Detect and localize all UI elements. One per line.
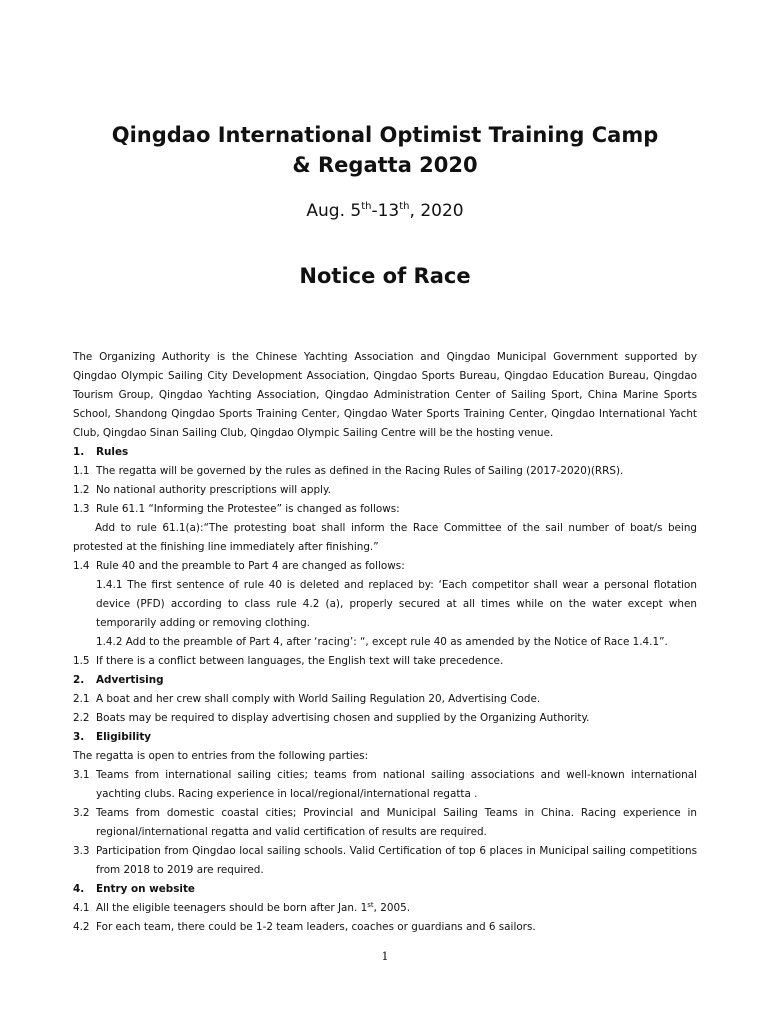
dates-end-suffix: th [399, 201, 410, 212]
clause-2-2 [73, 709, 697, 728]
section-1-heading [73, 443, 697, 462]
section-title: Rules [96, 446, 129, 458]
ordinal-suffix: st [367, 901, 374, 909]
clause-text: Boats may be required to display advertising chosen and supplied by the Organizing Authority. [96, 712, 590, 724]
clause-text: Rule 61.1 “Informing the Protestee” is changed as follows: [96, 503, 400, 515]
clause-text: For each team, there could be 1-2 team leaders, coaches or guardians and 6 sailors. [96, 921, 536, 933]
clause-text: The regatta will be governed by the rules as defined in the Racing Rules of Sailing (2017-2020)(RRS). [96, 465, 624, 477]
clause-1-2 [73, 481, 697, 500]
clause-4-1 [73, 899, 697, 918]
clause-number: 1.2 [73, 484, 90, 496]
section-3-heading [73, 728, 697, 747]
event-title-line-2: & Regatta 2020 [292, 153, 478, 177]
section-number: 4. [73, 883, 85, 895]
dates-start: Aug. 5 [306, 201, 362, 221]
dates-start-suffix: th [361, 201, 372, 212]
section-2-heading [73, 671, 697, 690]
clause-number: 1.1 [73, 465, 90, 477]
section-title: Eligibility [96, 731, 152, 743]
clause-number: 2.1 [73, 693, 90, 705]
clause-3-1 [73, 766, 697, 804]
clause-3-3 [73, 842, 697, 880]
event-title [0, 120, 770, 180]
clause-number: 4.1 [73, 902, 90, 914]
clause-text: A boat and her crew shall comply with World Sailing Regulation 20, Advertising Code. [96, 693, 541, 705]
section-title: Advertising [96, 674, 164, 686]
clause-number: 3.1 [73, 769, 90, 781]
clause-number: 4.2 [73, 921, 90, 933]
clause-1-3-text: Add to rule 61.1(a):“The protesting boat shall inform the Race Committee of the sail number of boat/s being protested at the finishing line immediately after finishing.” [73, 522, 697, 553]
section-number: 1. [73, 446, 85, 458]
event-dates [0, 201, 770, 221]
clause-2-1 [73, 690, 697, 709]
clause-3-2 [73, 804, 697, 842]
clause-1-4-2: 1.4.2 Add to the preamble of Part 4, after ‘racing’: “, except rule 40 as amended by the Notice of Race 1.4.1”. [96, 636, 668, 648]
clause-number: 3.3 [73, 845, 90, 857]
clause-1-4-1: 1.4.1 The first sentence of rule 40 is deleted and replaced by: ‘Each competitor shall wear a personal flotation device (PFD) according to class rule 4.2 (a), properly secured at all times while on the water except when temporarily adding or removing clothing. [96, 579, 697, 629]
dates-year: , 2020 [409, 201, 464, 221]
section-number: 3. [73, 731, 85, 743]
event-title-line-1: Qingdao International Optimist Training Camp [111, 123, 659, 147]
clause-text-end: , 2005. [373, 902, 410, 914]
clause-text: If there is a conflict between languages, the English text will take precedence. [96, 655, 504, 667]
section-4-heading [73, 880, 697, 899]
clause-number: 2.2 [73, 712, 90, 724]
document-title: Notice of Race [299, 264, 471, 288]
intro-paragraph: The Organizing Authority is the Chinese Yachting Association and Qingdao Municipal Government supported by Qingdao Olympic Sailing City Development Association, Qingdao Sports Bureau, Qingdao Education Bureau, Qingdao Tourism Group, Qingdao Yachting Association, Qingdao Administration Center of Sailing Sport, China Marine Sports School, Shandong Qingdao Sports Training Center, Qingdao Water Sports Training Center, Qingdao International Yacht Club, Qingdao Sinan Sailing Club, Qingdao Olympic Sailing Centre will be the hosting venue. [73, 351, 697, 439]
clause-1-1 [73, 462, 697, 481]
document-body [73, 348, 697, 937]
clause-4-2 [73, 918, 697, 937]
page-number: 1 [381, 950, 389, 963]
clause-text: Teams from domestic coastal cities; Provincial and Municipal Sailing Teams in China. Racing experience in regional/international regatta and valid certification of results are required. [96, 807, 697, 838]
clause-number: 3.2 [73, 807, 90, 819]
clause-number: 1.5 [73, 655, 90, 667]
dates-end: -13 [371, 201, 400, 221]
clause-number: 1.4 [73, 560, 90, 572]
section-title: Entry on website [96, 883, 195, 895]
clause-text: Rule 40 and the preamble to Part 4 are changed as follows: [96, 560, 405, 572]
clause-1-3 [73, 500, 697, 519]
section-3-lead: The regatta is open to entries from the following parties: [73, 750, 369, 762]
section-number: 2. [73, 674, 85, 686]
clause-text: Teams from international sailing cities; teams from national sailing associations and well-known international yachting clubs. Racing experience in local/regional/international regatta . [96, 769, 697, 800]
clause-text: All the eligible teenagers should be born after Jan. 1 [96, 902, 368, 914]
clause-1-5 [73, 652, 697, 671]
clause-number: 1.3 [73, 503, 90, 515]
clause-text: No national authority prescriptions will apply. [96, 484, 331, 496]
clause-1-4 [73, 557, 697, 576]
clause-text: Participation from Qingdao local sailing schools. Valid Certification of top 6 places in Municipal sailing competitions from 2018 to 2019 are required. [96, 845, 697, 876]
